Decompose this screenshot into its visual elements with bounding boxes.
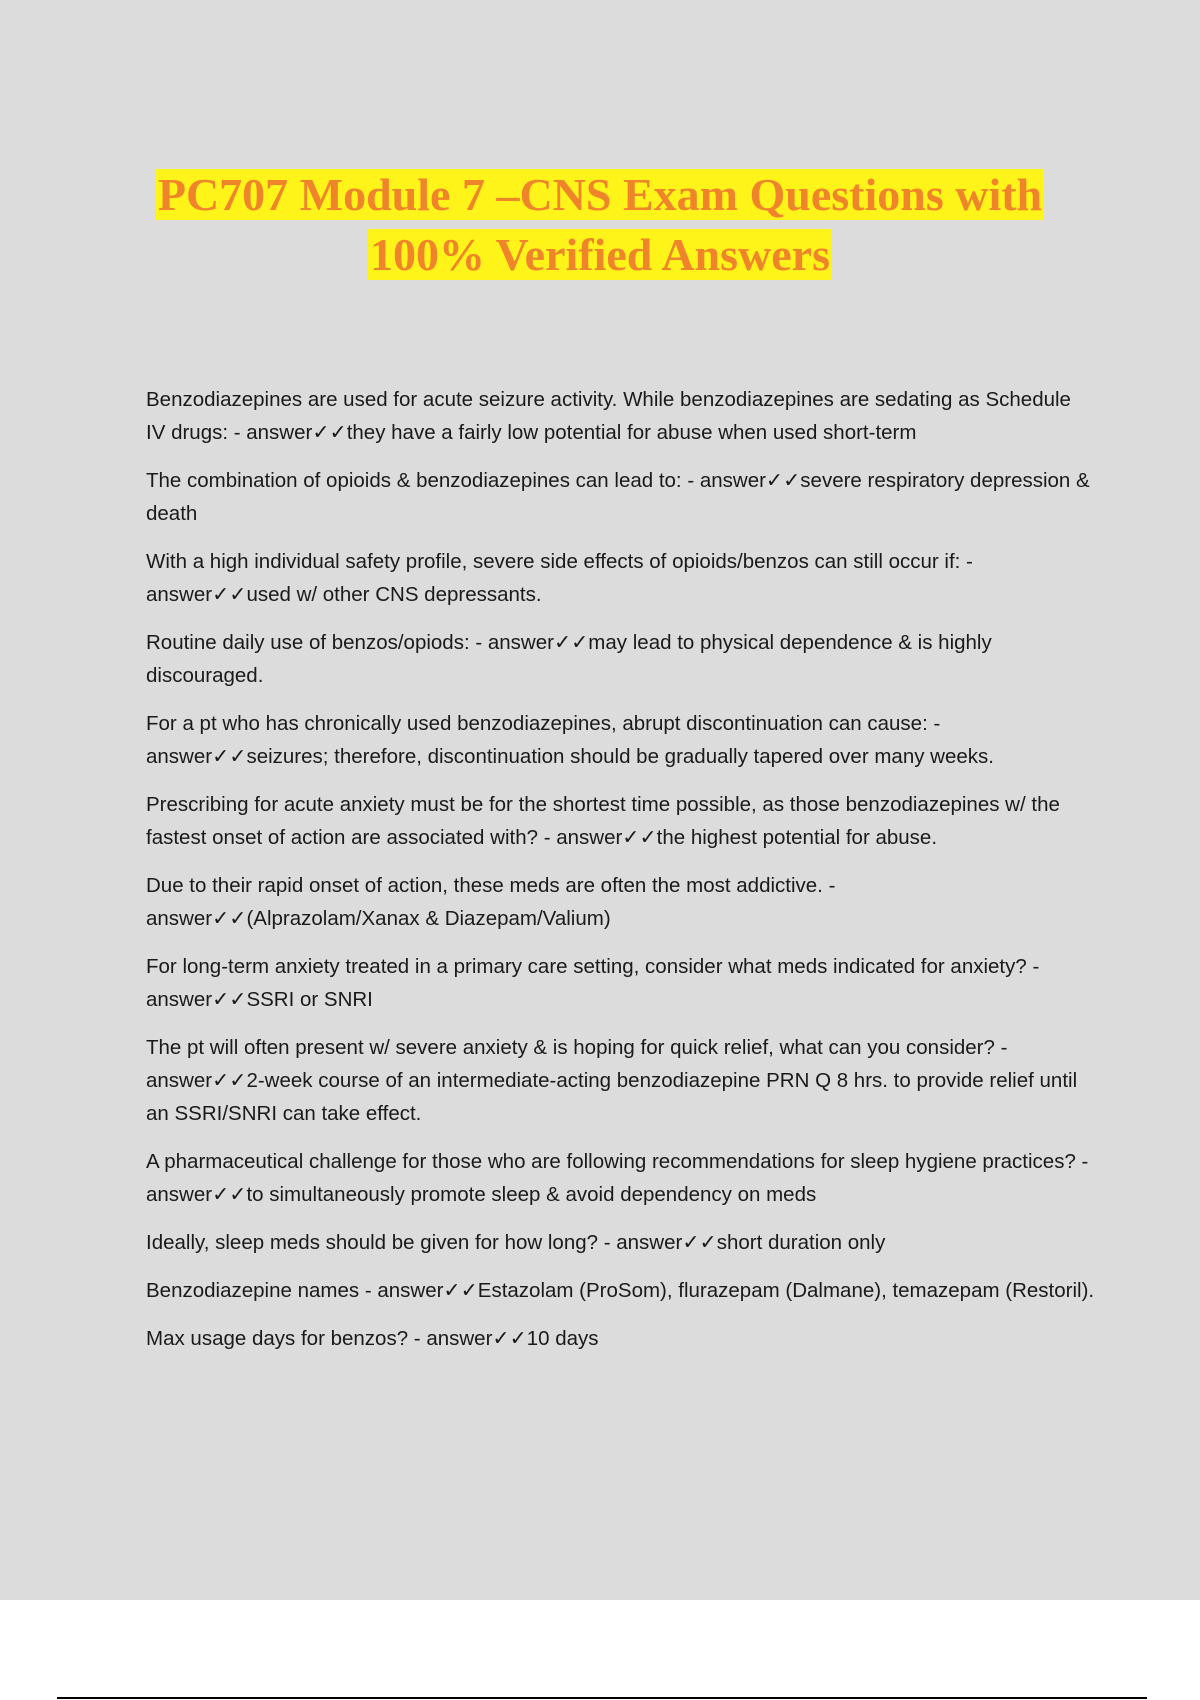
qa-item: Benzodiazepine names - answer✓✓Estazolam (ProSom), flurazepam (Dalmane), temazepam (Restoril).: [146, 1279, 1095, 1302]
qa-item: With a high individual safety profile, severe side effects of opioids/benzos can still occur if: - answer✓✓used w/ other CNS depressants.: [146, 550, 973, 606]
qa-item: For long-term anxiety treated in a primary care setting, consider what meds indicated for anxiety? - answer✓✓SSRI or SNRI: [146, 955, 1040, 1011]
title-line-1: PC707 Module 7 –CNS Exam Questions with: [157, 169, 1043, 220]
qa-item: Max usage days for benzos? - answer✓✓10 days: [146, 1327, 599, 1350]
document-title: [60, 165, 1140, 285]
qa-item: Routine daily use of benzos/opiods: - answer✓✓may lead to physical dependence & is highly discouraged.: [146, 631, 992, 687]
qa-item: Ideally, sleep meds should be given for how long? - answer✓✓short duration only: [146, 1231, 886, 1254]
qa-item: For a pt who has chronically used benzodiazepines, abrupt discontinuation can cause: - answer✓✓seizures; therefore, discontinuation should be gradually tapered over many weeks.: [146, 712, 994, 768]
qa-item: The pt will often present w/ severe anxiety & is hoping for quick relief, what can you consider? - answer✓✓2-week course of an intermediate-acting benzodiazepine PRN Q 8 hrs. to provide relief until an SSRI/SNRI can take effect.: [146, 1036, 1078, 1125]
qa-item: Prescribing for acute anxiety must be for the shortest time possible, as those benzodiazepines w/ the fastest onset of action are associated with? - answer✓✓the highest potential for abuse.: [146, 793, 1060, 849]
qa-item: Due to their rapid onset of action, these meds are often the most addictive. - answer✓✓(Alprazolam/Xanax & Diazepam/Valium): [146, 874, 836, 930]
title-line-2: 100% Verified Answers: [370, 229, 830, 280]
qa-item: A pharmaceutical challenge for those who are following recommendations for sleep hygiene practices? - answer✓✓to simultaneously promote sleep & avoid dependency on meds: [146, 1150, 1089, 1206]
question-answer-list: [146, 383, 1096, 1370]
qa-item: The combination of opioids & benzodiazepines can lead to: - answer✓✓severe respiratory depression & death: [146, 469, 1090, 525]
qa-item: Benzodiazepines are used for acute seizure activity. While benzodiazepines are sedating as Schedule IV drugs: - answer✓✓they have a fairly low potential for abuse when used short-term: [146, 388, 1071, 444]
bottom-divider: [57, 1697, 1147, 1699]
